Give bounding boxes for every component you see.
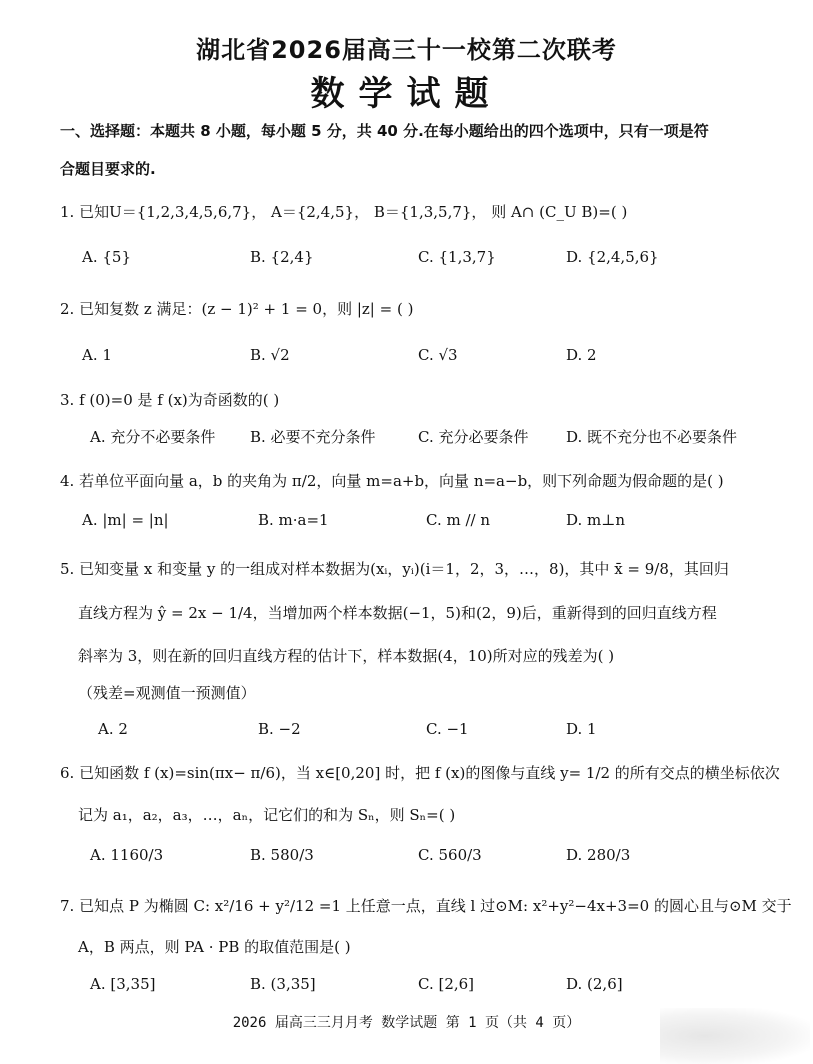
question-6-stem-line1: 6. 已知函数 f (x)=sin(πx− π/6)，当 x∈[0,20] 时，把 f (x)的图像与直线 y= 1/2 的所有交点的横坐标依次 [60,764,780,782]
question-4-stem: 4. 若单位平面向量 a，b 的夹角为 π/2，向量 m=a+b，向量 n=a−b，则下列命题为假命题的是( ) [60,472,724,490]
question-4-option-c: C. m // n [426,511,491,529]
question-3-option-c: C. 充分必要条件 [418,428,529,446]
exam-title: 湖北省2026届高三十一校第二次联考 [196,36,617,64]
question-7-option-b: B. (3,35] [250,975,316,993]
question-3-option-b: B. 必要不充分条件 [250,428,376,446]
question-5-option-c: C. −1 [426,720,469,738]
question-7-stem-line2: A，B 两点，则 PA · PB 的取值范围是( ) [78,938,351,956]
question-2-option-b: B. √2 [250,346,290,364]
question-2-option-d: D. 2 [566,346,597,364]
question-2-option-c: C. √3 [418,346,458,364]
question-4-option-a: A. |m| = |n| [82,511,169,529]
question-5-stem-line1: 5. 已知变量 x 和变量 y 的一组成对样本数据为(xᵢ，yᵢ)(i＝1，2，3，…，8)，其中 x̄ = 9/8，其回归 [60,560,729,578]
question-6-option-d: D. 280/3 [566,846,631,864]
question-3-option-a: A. 充分不必要条件 [90,428,216,446]
question-1-option-c: C. {1,3,7} [418,248,496,266]
question-6-option-c: C. 560/3 [418,846,482,864]
question-6-stem-line2: 记为 a₁，a₂，a₃，…，aₙ，记它们的和为 Sₙ，则 Sₙ=( ) [78,806,456,824]
question-1-option-d: D. {2,4,5,6} [566,248,659,266]
question-6-option-a: A. 1160/3 [90,846,164,864]
question-5-option-b: B. −2 [258,720,301,738]
question-5-stem-line3: 斜率为 3，则在新的回归直线方程的估计下，样本数据(4，10)所对应的残差为( ) [78,647,615,665]
question-7-stem-line1: 7. 已知点 P 为椭圆 C: x²/16 + y²/12 =1 上任意一点，直线 l 过⊙M: x²+y²−4x+3=0 的圆心且与⊙M 交于 [60,897,792,915]
question-3-stem: 3. f (0)=0 是 f (x)为奇函数的( ) [60,391,280,409]
question-3-option-d: D. 既不充分也不必要条件 [566,428,738,446]
scan-smudge [660,1008,810,1064]
question-1-option-b: B. {2,4} [250,248,314,266]
question-7-option-c: C. [2,6] [418,975,475,993]
question-1-option-a: A. {5} [82,248,131,266]
question-2-stem: 2. 已知复数 z 满足：(z − 1)² + 1 = 0，则 |z| = ( ) [60,300,414,318]
question-5-stem-line2: 直线方程为 ŷ = 2x − 1/4，当增加两个样本数据(−1，5)和(2，9)后，重新得到的回归直线方程 [78,604,717,622]
section-instruction-line1: 一、选择题：本题共 8 小题，每小题 5 分，共 40 分.在每小题给出的四个选项中，只有一项是符 [60,122,709,140]
question-7-option-a: A. [3,35] [90,975,156,993]
section-instruction-line2: 合题目要求的. [60,160,156,178]
subject-title: 数学试题 [310,74,503,114]
question-5-option-d: D. 1 [566,720,597,738]
question-6-option-b: B. 580/3 [250,846,314,864]
question-5-note: （残差=观测值一预测值） [78,684,256,702]
question-5-option-a: A. 2 [98,720,128,738]
page-footer: 2026 届高三三月月考 数学试题 第 1 页（共 4 页） [232,1015,581,1031]
question-4-option-d: D. m⊥n [566,511,626,529]
question-1-stem: 1. 已知U＝{1,2,3,4,5,6,7}， A＝{2,4,5}， B＝{1,3,5,7}， 则 A∩ (C_U B)=( ) [60,203,628,221]
question-7-option-d: D. (2,6] [566,975,623,993]
question-4-option-b: B. m·a=1 [258,511,329,529]
question-2-option-a: A. 1 [82,346,112,364]
